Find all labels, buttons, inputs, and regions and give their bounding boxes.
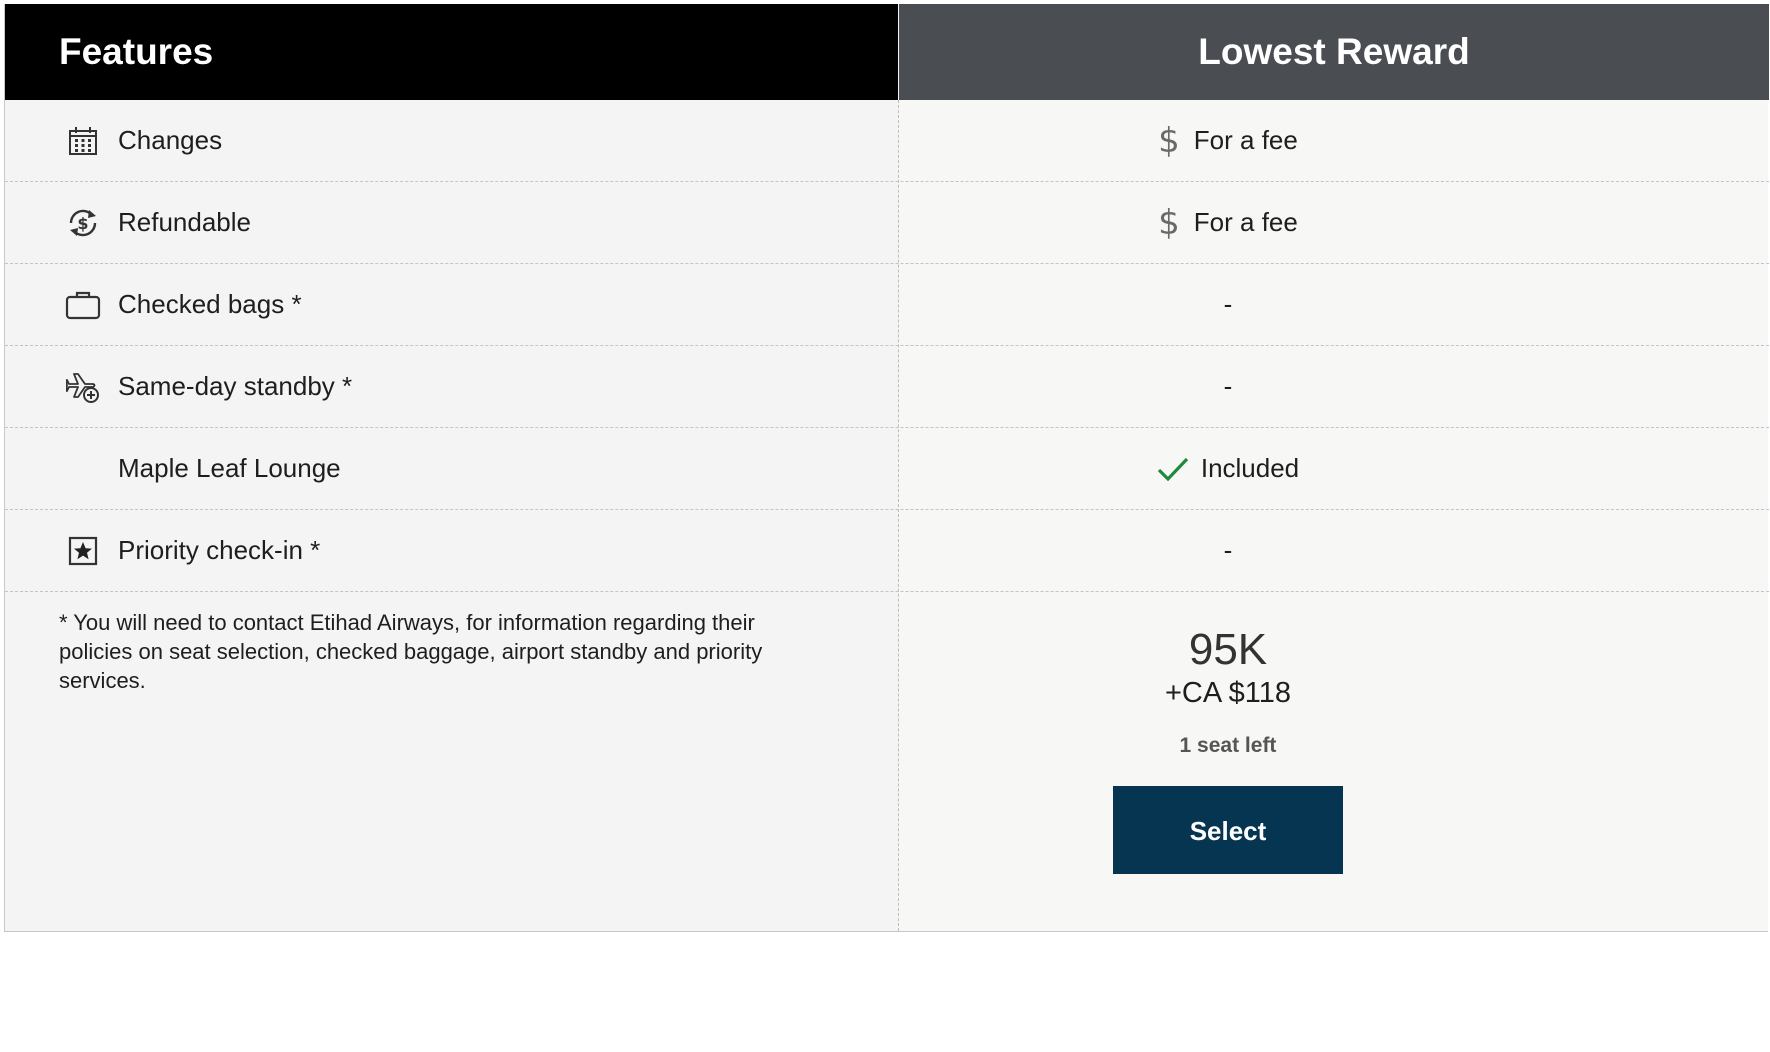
plane-plus-icon: [65, 369, 101, 405]
feature-cell: [65, 100, 222, 181]
feature-row-maple-leaf-lounge: [5, 428, 1769, 510]
feature-row-same-day-standby: [5, 346, 1769, 428]
reward-value-cell: [899, 100, 1769, 181]
refund-dollar-icon: [65, 205, 101, 241]
reward-value-cell: [899, 346, 1769, 427]
footnote-text: * You will need to contact Etihad Airways, for information regarding their policies on seat selection, checked baggage, airport standby and priority services.: [59, 610, 763, 693]
seats-left: 1 seat left: [1179, 734, 1277, 757]
feature-cell: [65, 182, 251, 263]
reward-value-cell: [899, 182, 1769, 263]
dollar-icon: $: [1158, 202, 1180, 243]
reward-value: For a fee: [1193, 207, 1298, 237]
feature-cell: [65, 264, 302, 345]
feature-label: Priority check-in *: [118, 535, 321, 565]
lowest-reward-header: [899, 4, 1769, 100]
reward-value-cell: [899, 510, 1769, 591]
fare-price-block: [899, 624, 1769, 874]
feature-cell: [65, 346, 352, 427]
feature-row-refundable: [5, 182, 1769, 264]
select-button[interactable]: Select: [1113, 786, 1343, 874]
svg-text:$: $: [77, 213, 89, 233]
lounge-icon-placeholder: [65, 451, 101, 487]
feature-label: Same-day standby *: [118, 371, 353, 401]
cash-price: +CA $118: [1164, 677, 1292, 709]
feature-cell: [65, 510, 320, 591]
feature-label: Refundable: [118, 207, 251, 237]
reward-value: -: [1223, 535, 1233, 565]
reward-value: -: [1223, 289, 1233, 319]
reward-value-cell: [899, 428, 1769, 509]
calendar-icon: [65, 123, 101, 159]
reward-value: -: [1223, 371, 1233, 401]
feature-label: Changes: [118, 125, 223, 155]
reward-value: Included: [1200, 453, 1300, 483]
feature-row-checked-bags: [5, 264, 1769, 346]
features-header: [5, 4, 898, 100]
dollar-icon: $: [1158, 120, 1180, 161]
features-header-label: Features: [59, 31, 214, 72]
feature-row-changes: [5, 100, 1769, 182]
reward-value-cell: [899, 264, 1769, 345]
points-price: 95K: [1188, 625, 1268, 674]
fare-comparison-table: [4, 4, 1768, 932]
lowest-reward-header-label: Lowest Reward: [1198, 31, 1470, 72]
star-box-icon: [65, 533, 101, 569]
feature-label: Checked bags *: [118, 289, 302, 319]
check-icon: [1157, 456, 1189, 482]
feature-row-priority-check-in: [5, 510, 1769, 592]
fare-price-inner: [899, 624, 1557, 874]
feature-cell: [65, 428, 341, 509]
suitcase-icon: [65, 287, 101, 323]
feature-label: Maple Leaf Lounge: [118, 453, 341, 483]
reward-value: For a fee: [1193, 125, 1298, 155]
